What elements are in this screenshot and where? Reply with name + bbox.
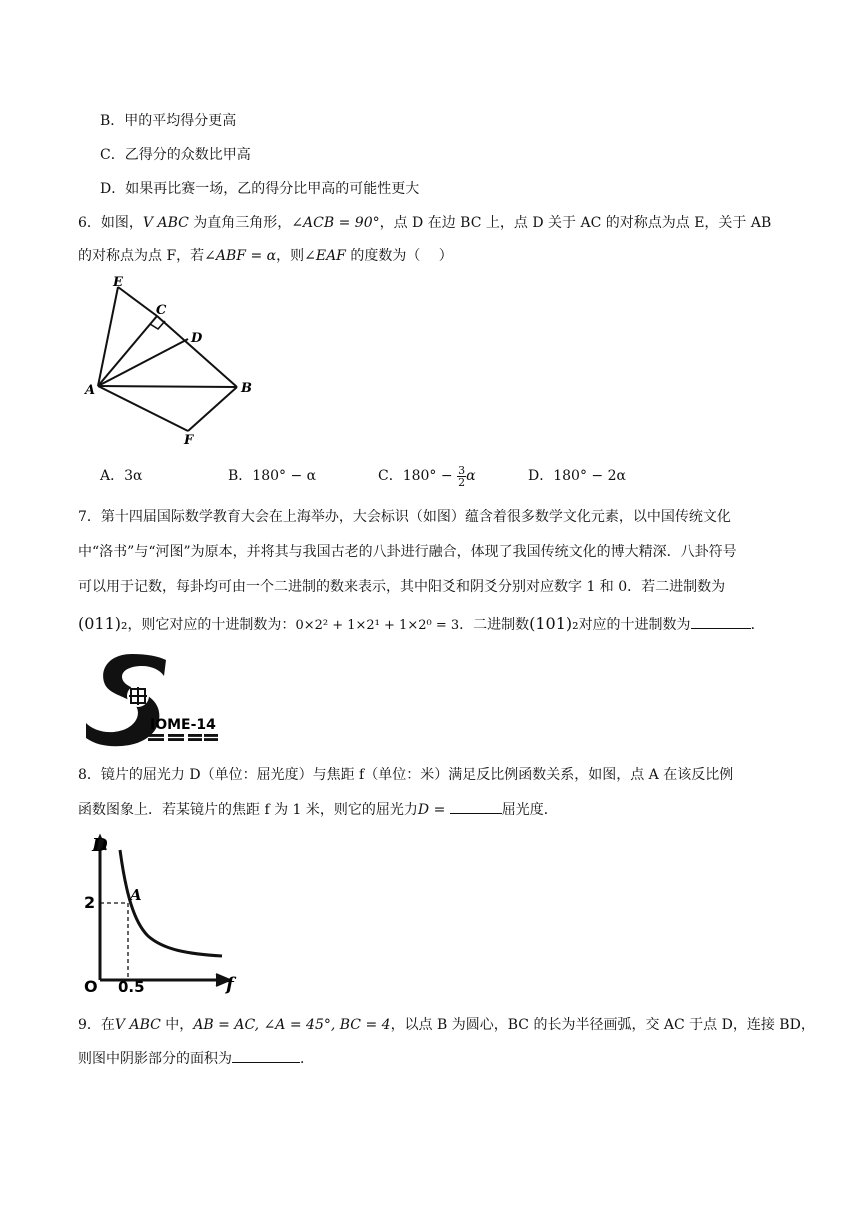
- q9-triangle: V ABC: [114, 1017, 161, 1033]
- q8-label-origin: O: [84, 977, 98, 996]
- q7-line1: 7．第十四届国际数学教育大会在上海举办，大会标识（如图）蕴含着很多数学文化元素，以中国传统文化: [78, 509, 731, 525]
- q6-text: 为直角三角形，: [188, 215, 292, 231]
- q6-label-b: B: [241, 381, 252, 396]
- q9-line1: [78, 1015, 815, 1035]
- q7-line4: [78, 614, 765, 636]
- q8-label-x-axis: f: [226, 974, 234, 995]
- q6-choice-c-fraction: [457, 465, 466, 488]
- q6-frac-den: 2: [458, 475, 466, 489]
- q8-label-y-axis: D: [92, 835, 108, 856]
- q9-conditions: AB = AC, ∠A = 45°, BC = 4: [193, 1017, 391, 1033]
- q5-option-b: B．甲的平均得分更高: [100, 113, 237, 129]
- q8-text: =: [429, 802, 450, 818]
- q5-option-c: C．乙得分的众数比甲高: [100, 147, 251, 163]
- q7-text: 对应的十进制数为: [578, 617, 691, 633]
- q8-inverse-graph: [84, 832, 244, 994]
- q6-stem-line1: [78, 213, 771, 233]
- q6-stem-line2: [78, 246, 453, 266]
- q6-choice-a: A．3α: [100, 468, 143, 484]
- q6-text: ，点 D 在边 BC 上，点 D 关于 AC 的对称点为点 E，关于 AB: [379, 215, 772, 231]
- q6-frac-num: 3: [458, 463, 466, 477]
- q9-answer-blank[interactable]: [232, 1048, 300, 1063]
- q7-answer-blank[interactable]: [691, 614, 751, 629]
- q6-text: 的度数为（ ）: [345, 248, 453, 264]
- q6-label-e: E: [113, 275, 123, 290]
- q7-text: ．: [750, 617, 765, 633]
- q8-label-point-a: A: [130, 886, 142, 904]
- q6-choice-b: B．180° − α: [228, 468, 317, 484]
- q6-triangle: V ABC: [142, 215, 189, 231]
- q9-text: 则图中阴影部分的面积为: [78, 1051, 232, 1067]
- q8-label-y-tick: 2: [84, 893, 96, 912]
- q8-text: 屈光度．: [501, 802, 558, 818]
- q8-line1: 8．镜片的屈光力 D（单位：屈光度）与焦距 f（单位：米）满足反比例函数关系，如图，点 A 在该反比例: [78, 767, 734, 783]
- q9-line2: [78, 1048, 314, 1069]
- q6-angle: ∠ACB = 90°: [291, 215, 380, 231]
- q6-choice-c-prefix: C．180° −: [378, 468, 453, 484]
- q9-text: ．: [300, 1051, 314, 1067]
- q7-line2: 中“洛书”与“河图”为原本，并将其与我国古老的八卦进行融合，体现了我国传统文化的博大精深．八卦符号: [78, 544, 737, 560]
- q7-line3: 可以用于记数，每卦均可由一个二进制的数来表示，其中阳爻和阴爻分别对应数字 1 和 0．若二进制数为: [78, 579, 726, 595]
- q9-text: ，以点 B 为圆心，BC 的长为半径画弧，交 AC 于点 D，连接 BD，: [390, 1017, 815, 1033]
- q7-binary-101: (101)₂: [529, 614, 579, 633]
- q9-text: 中，: [160, 1017, 194, 1033]
- q6-label-a: A: [85, 383, 96, 398]
- q7-formula: 0×2² + 1×2¹ + 1×2⁰ = 3: [295, 618, 460, 633]
- q8-var-d: D: [417, 802, 430, 818]
- q7-icme14-logo: [84, 652, 224, 748]
- q8-line2: [78, 799, 558, 820]
- q6-text: 的对称点为点 F，若: [78, 248, 205, 264]
- q7-logo-text: IOME-14: [150, 717, 216, 733]
- q9-text: 9．在: [78, 1017, 115, 1033]
- q8-text: 函数图象上．若某镜片的焦距 f 为 1 米，则它的屈光力: [78, 802, 418, 818]
- q6-text: 6．如图，: [78, 215, 143, 231]
- q5-option-d: D．如果再比赛一场，乙的得分比甲高的可能性更大: [100, 181, 420, 197]
- q6-angle-eaf: EAF: [315, 248, 346, 264]
- q6-choice-c: [378, 458, 476, 494]
- q6-angle-abf: ∠ABF = α: [204, 248, 277, 264]
- q6-geometry-figure: [80, 275, 260, 448]
- q8-label-x-tick: 0.5: [118, 978, 145, 996]
- q6-label-c: C: [156, 303, 167, 318]
- q7-text: ，则它对应的十进制数为：: [127, 617, 296, 633]
- q7-binary-011: (011)₂: [78, 614, 128, 633]
- q8-answer-blank[interactable]: [450, 799, 502, 814]
- q6-choice-d: D．180° − 2α: [528, 468, 626, 484]
- q6-label-d: D: [191, 331, 203, 346]
- q6-text: ，则∠: [276, 248, 316, 264]
- q6-choice-c-alpha: α: [466, 468, 476, 484]
- q6-label-f: F: [184, 433, 194, 448]
- q7-text: ．二进制数: [459, 617, 530, 633]
